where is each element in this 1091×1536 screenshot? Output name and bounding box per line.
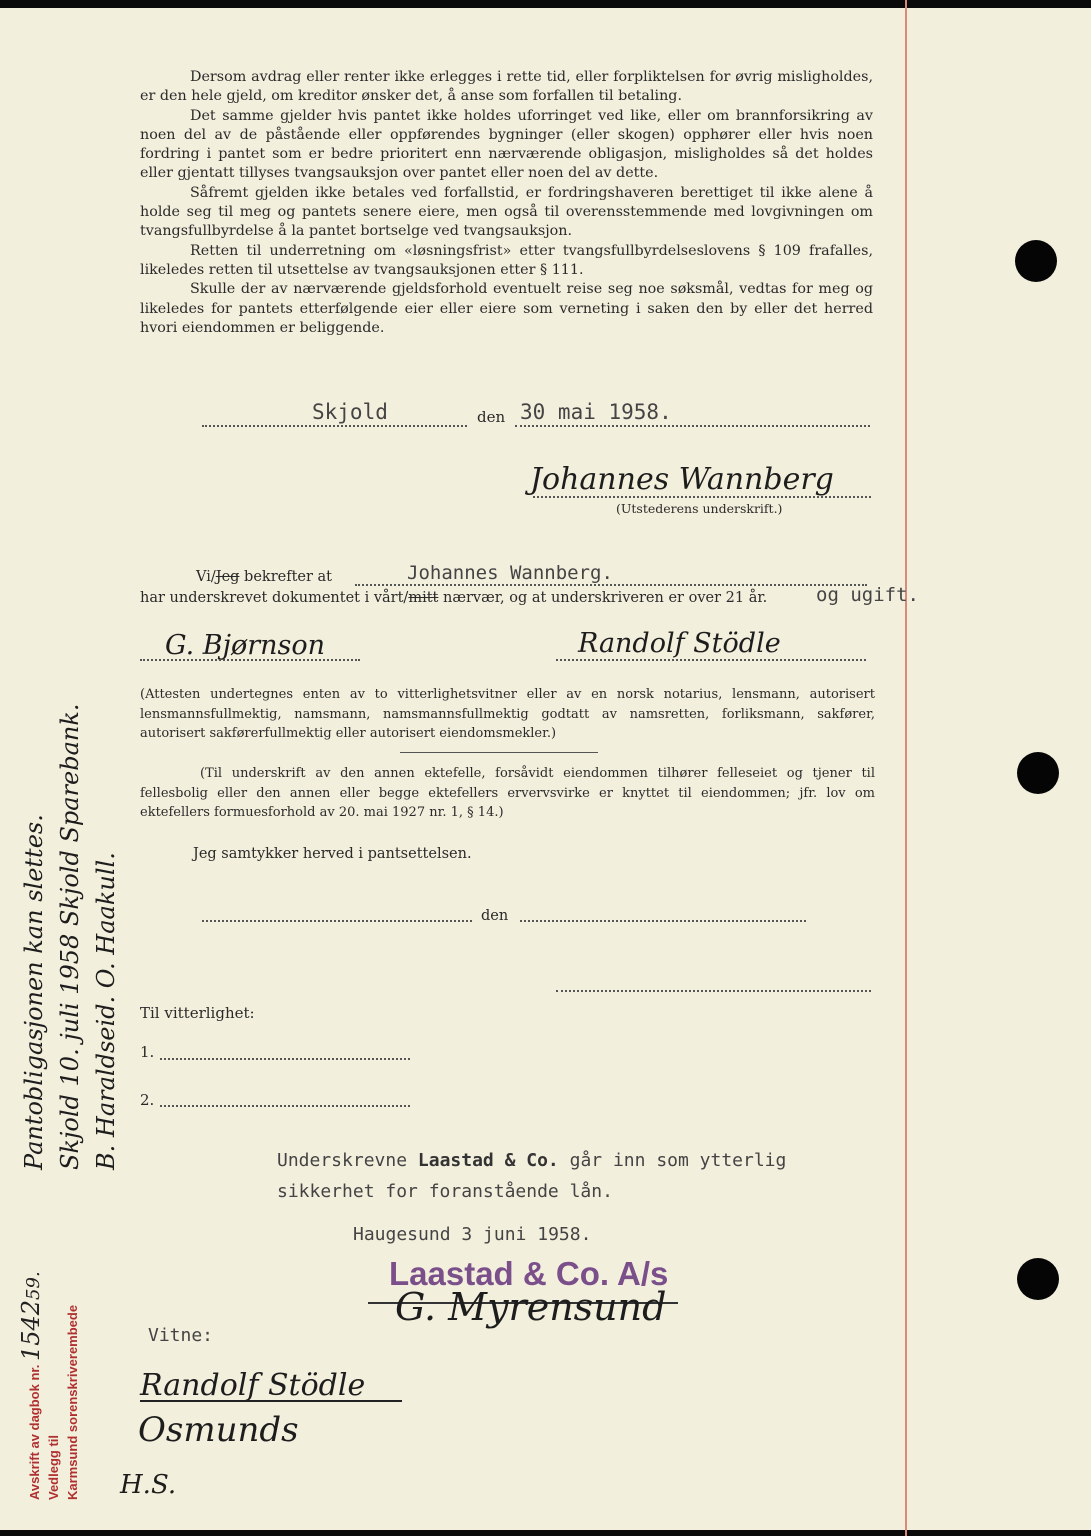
witness-2-line <box>160 1105 410 1107</box>
registry-number: 1542 <box>17 1299 45 1362</box>
vitne-signature-2: Osmunds <box>138 1410 299 1450</box>
vitne-signature-1: Randolf Stödle <box>140 1368 366 1403</box>
punch-hole-middle <box>1017 752 1059 794</box>
bekrefter-label: bekrefter at <box>244 569 332 585</box>
paragraph: Såfremt gjelden ikke betales ved forfallstid, er fordringshaveren berettiget til ikke alene å holde seg til meg og pantets senere eiere, men også til overensstemmende med lovgivningen om tvangsfullbyrdelse å la pantet bortselge ved tvangsauksjon. <box>140 184 873 240</box>
registry-prefix: Avskrift av <box>27 1434 42 1500</box>
guarantee-company: Laastad & Co. <box>417 1150 559 1171</box>
margin-rule <box>905 0 907 1536</box>
guarantee-line1-a: Underskrevne <box>277 1150 418 1171</box>
witness-signature-left: G. Bjørnson <box>165 630 326 661</box>
vi-label: Vi/ <box>196 569 216 585</box>
vitterlighet-label: Til vitterlighet: <box>140 1004 255 1022</box>
confirm-line2-b: nærvær, og at underskriveren er over 21 år. <box>442 590 768 606</box>
attest-note: (Attesten undertegnes enten av to vitterlighetsvitner eller av en norsk notarius, lensmann, autorisert lensmannsfullmektig, namsmann, namsmannsfullmektig godtatt av namsretten, forliksmann, sakfører, autorisert sakførerfullmektig eller autorisert eiendomsmekler.) <box>140 687 875 741</box>
witness-number-1: 1. <box>140 1043 155 1061</box>
paragraph: Retten til underretning om «løsningsfrist» etter tvangsfullbyrdelseslovens § 109 frafalles, likeledes retten til utsettelse av tvangsauksjonen etter § 111. <box>140 242 873 278</box>
company-stamp: Laastad & Co. A/s <box>389 1255 669 1292</box>
registry-year: 59. <box>23 1271 44 1300</box>
place-dotted-line <box>202 425 467 427</box>
confirm-name-line <box>355 584 867 586</box>
separator-rule <box>400 752 598 753</box>
witness-signature-right: Randolf Stödle <box>578 628 781 659</box>
registry-stamp <box>17 1140 82 1500</box>
spouse-note: (Til underskrift av den annen ektefelle, forsåvidt eiendommen tilhører felleseiet og tjener til fellesbolig eller den annen eller begge ektefellers ervervsvirke er knyttet til eiendommen; jfr. lov om ektefellers formuesforhold av 20. mai 1927 nr. 1, § 14.) <box>140 766 875 820</box>
scan-edge-bottom <box>0 1530 1091 1536</box>
registry-gepos: dagbok nr. <box>27 1364 42 1431</box>
paragraph: Dersom avdrag eller renter ikke erlegges i rette tid, eller forpliktelsen for øvrig misligholdes, er den hele gjeld, om kreditor ønsker det, å anse som forfallen til betaling. <box>140 69 873 105</box>
scan-edge-top <box>0 0 1091 8</box>
paragraph: Det samme gjelder hvis pantet ikke holdes uforringet ved like, eller om brannforsikring av noen del av de påstående eller oppførendes bygninger (eller skogen) opphører eller hvis noen fordring i pantet som er bedre prioritert enn nærværende obligasjon, misligholdes så det holdes eller gjentatt tillyses tvangsauksjon over pantet eller noen del av dette. <box>140 107 873 182</box>
margin-note-line-2: Skjold 10. juli 1958 Skjold Sparebank. <box>56 703 84 1170</box>
confirm-line2-a: har underskrevet dokumentet i vårt/ <box>140 590 409 606</box>
punch-hole-bottom <box>1017 1258 1059 1300</box>
vitne-line-1 <box>140 1400 402 1402</box>
vitne-signature-3: H.S. <box>120 1470 177 1500</box>
mitt-struck: mitt <box>408 590 439 606</box>
guarantee-signature: G. Myrensund <box>395 1285 667 1329</box>
margin-handwritten-note <box>16 530 124 1170</box>
issuer-caption: (Utstederens underskrift.) <box>616 501 783 516</box>
consent-date-line <box>520 920 806 922</box>
registry-stamp-line-3: Karmsund sorenskriverembede <box>65 1304 80 1500</box>
guarantee-line-1 <box>277 1150 786 1171</box>
witness-number-2: 2. <box>140 1091 155 1109</box>
margin-note-line-3: B. Haraldseid. O. Haakull. <box>92 852 120 1170</box>
margin-note-line-1: Pantobligasjonen kan slettes. <box>20 814 48 1170</box>
guarantee-line1-b: går inn som ytterlig <box>558 1150 787 1171</box>
place-value: Skjold <box>312 400 388 424</box>
guarantee-line-2: sikkerhet for foranstående lån. <box>277 1181 613 1202</box>
confirm-line-1 <box>196 569 332 585</box>
witness-line-right <box>556 659 866 661</box>
den-label: den <box>477 408 506 426</box>
date-dotted-line <box>515 425 870 427</box>
guarantee-place-date: Haugesund 3 juni 1958. <box>353 1224 592 1245</box>
issuer-signature-line <box>533 496 871 498</box>
marital-addition: og ugift. <box>816 584 919 606</box>
jeg-struck: Jeg <box>215 569 240 585</box>
issuer-signature: Johannes Wannberg <box>530 462 834 497</box>
den-label-2: den <box>481 908 509 924</box>
vitne-label: Vitne: <box>148 1325 214 1346</box>
confirm-line-2 <box>140 590 767 606</box>
witness-1-line <box>160 1058 410 1060</box>
date-value: 30 mai 1958. <box>520 400 672 424</box>
confirm-name: Johannes Wannberg. <box>407 562 613 584</box>
terms-paragraphs <box>140 68 873 338</box>
punch-hole-top <box>1015 240 1057 282</box>
consent-text: Jeg samtykker herved i pantsettelsen. <box>193 846 472 862</box>
consent-signature-line <box>556 990 871 992</box>
consent-place-line <box>202 920 472 922</box>
registry-stamp-line-2: Vedlegg til <box>46 1434 61 1500</box>
registry-stamp-line-1 <box>17 1140 45 1500</box>
paragraph: Skulle der av nærværende gjeldsforhold eventuelt reise seg noe søksmål, vedtas for meg og likeledes for pantets etterfølgende eier eller eiere som verneting i saken den by eller det herred hvori eiendommen er beliggende. <box>140 281 873 336</box>
witness-line-left <box>140 659 360 661</box>
